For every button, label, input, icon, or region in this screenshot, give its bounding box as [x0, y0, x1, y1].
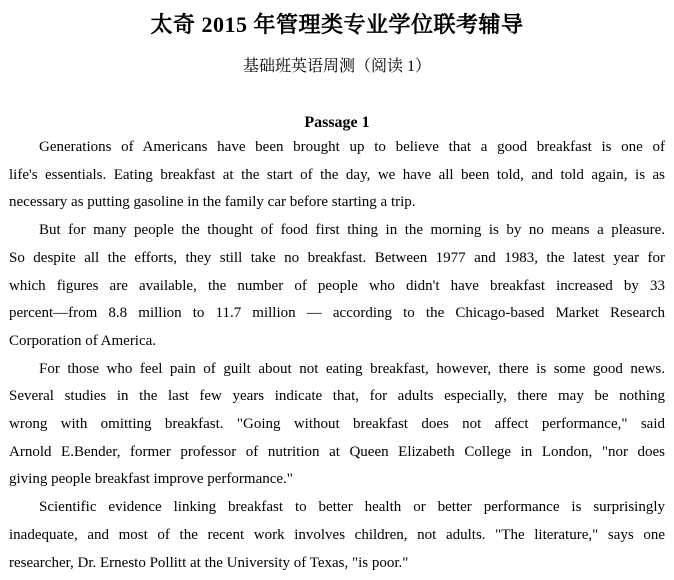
paragraph: [9, 134, 665, 217]
document-subtitle: 基础班英语周测（阅读 1）: [242, 58, 431, 75]
paragraph: [9, 494, 665, 577]
paragraph-line: For those who feel pain of guilt about not eating breakfast, however, there is some good news.: [39, 360, 665, 377]
paragraph-line: Arnold E.Bender, former professor of nutrition at Queen Elizabeth College in London, "nor does: [9, 443, 665, 460]
paragraph-line: Generations of Americans have been brought up to believe that a good breakfast is one of: [39, 139, 665, 155]
passage-body: [0, 134, 674, 577]
document-page: [0, 10, 674, 580]
paragraph-line: inadequate, and most of the recent work involves children, not adults. "The literature," says one: [9, 526, 665, 543]
paragraph: [9, 356, 665, 495]
paragraph-line: life's essentials. Eating breakfast at the start of the day, we have all been told, and told again, is as: [9, 166, 665, 183]
paragraph-line: wrong with omitting breakfast. "Going without breakfast does not affect performance," said: [9, 416, 665, 433]
document-title: 太奇 2015 年管理类专业学位联考辅导: [150, 12, 524, 37]
paragraph-line: percent—from 8.8 million to 11.7 million — according to the Chicago-based Market Research: [9, 305, 665, 322]
paragraph-line: So despite all the efforts, they still take no breakfast. Between 1977 and 1983, the latest year for: [9, 249, 665, 266]
paragraph-line: which figures are available, the number of people who didn't have breakfast increased by 33: [9, 277, 665, 294]
paragraph-line: But for many people the thought of food first thing in the morning is by no means a pleasure.: [39, 222, 665, 239]
paragraph-line: necessary as putting gasoline in the family car before starting a trip.: [9, 194, 416, 211]
paragraph-line: giving people breakfast improve performance.": [9, 471, 293, 488]
passage-heading: Passage 1: [304, 114, 370, 131]
paragraph-line: Several studies in the last few years indicate that, for adults especially, there may be nothing: [9, 388, 665, 405]
paragraph-line: researcher, Dr. Ernesto Pollitt at the University of Texas, "is poor.": [9, 554, 409, 571]
paragraph-line: Corporation of America.: [9, 332, 157, 349]
paragraph-line: Scientific evidence linking breakfast to better health or better performance is surprisingly: [39, 499, 665, 516]
paragraph: [9, 217, 665, 356]
